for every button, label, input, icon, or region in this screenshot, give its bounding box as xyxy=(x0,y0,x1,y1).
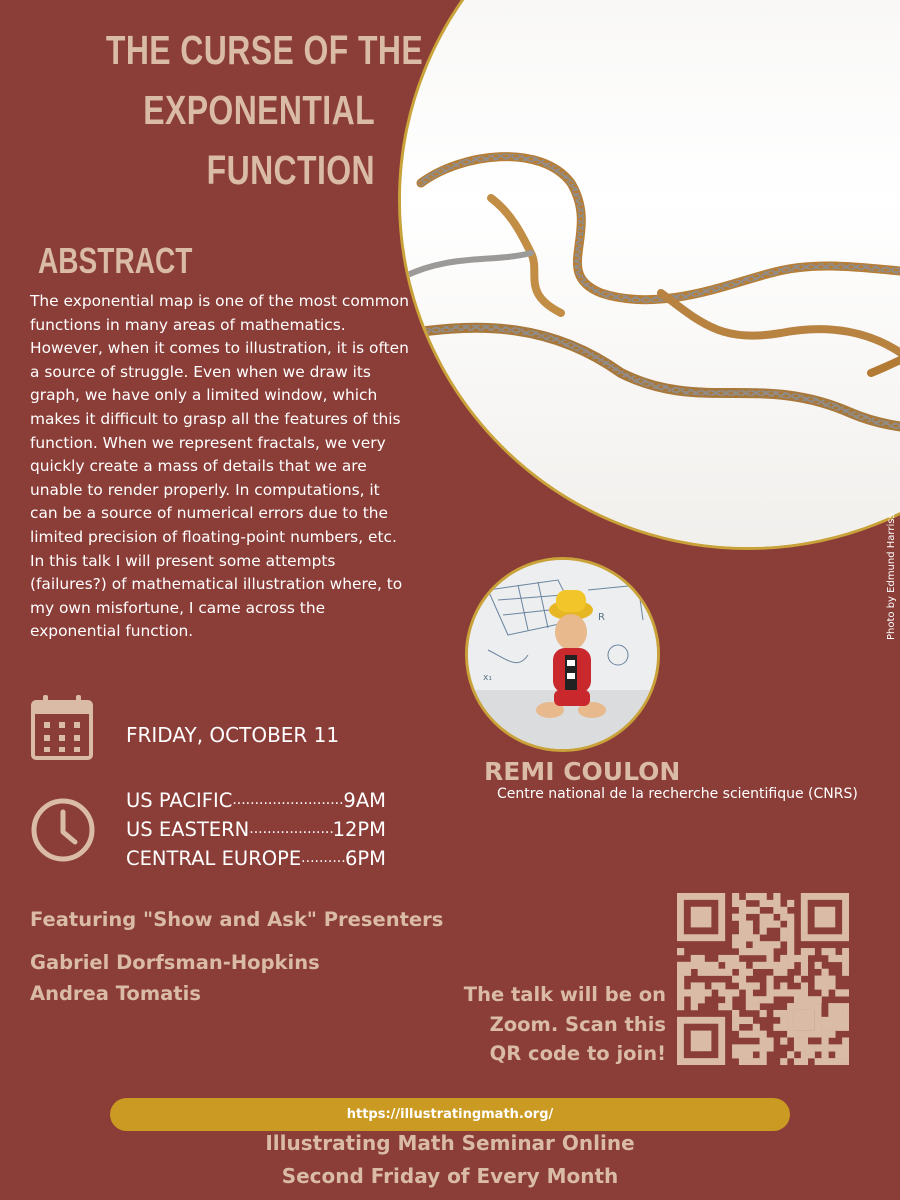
dot-leader xyxy=(249,815,332,844)
title-line-1: THE CURSE OF THE xyxy=(105,27,424,73)
chain-photo xyxy=(398,0,900,550)
zoom-line: The talk will be on xyxy=(463,983,666,1006)
presenter-name: Andrea Tomatis xyxy=(30,982,201,1005)
dot-leader xyxy=(301,844,345,873)
event-date: FRIDAY, OCTOBER 11 xyxy=(126,723,340,747)
time-value: 6PM xyxy=(345,847,386,870)
calendar-icon xyxy=(30,693,94,761)
abstract-body: The exponential map is one of the most common functions in many areas of mathematics. However, when it comes to illustration, it is often a source of struggle. Even when we draw its graph, we have only a limited window, which makes it difficult to grasp all the features of this function. When we represent fractals, we very quickly create a mass of details that we are unable to render properly. In computations, it can be a source of numerical errors due to the limited precision of floating-point numbers, etc. In this talk I will present some attempts (failures?) of mathematical illustration where, to my own misfortune, I came across the exponential function. xyxy=(30,292,409,641)
time-row xyxy=(126,844,386,873)
time-region: US EASTERN xyxy=(126,818,250,841)
title-line-3: FUNCTION xyxy=(206,147,375,193)
svg-text:R: R xyxy=(598,612,605,623)
time-value: 12PM xyxy=(332,818,386,841)
footer-seminar: Illustrating Math Seminar Online xyxy=(265,1131,635,1155)
qr-code[interactable] xyxy=(677,893,849,1065)
clock-icon xyxy=(30,797,96,863)
zoom-line: QR code to join! xyxy=(489,1042,666,1065)
svg-text:x₁: x₁ xyxy=(483,673,492,683)
zoom-line: Zoom. Scan this xyxy=(489,1012,666,1036)
speaker-affiliation: Centre national de la recherche scientifique (CNRS) xyxy=(497,786,858,802)
footer-schedule: Second Friday of Every Month xyxy=(281,1164,619,1188)
poster-title xyxy=(105,20,424,200)
zoom-instructions xyxy=(440,980,666,1069)
speaker-photo xyxy=(465,557,660,752)
time-row xyxy=(126,786,386,815)
time-row xyxy=(126,815,386,844)
presenters-heading: Featuring "Show and Ask" Presenters xyxy=(30,908,444,931)
website-url[interactable]: https://illustratingmath.org/ xyxy=(110,1098,790,1131)
event-times xyxy=(126,786,386,873)
time-region: US PACIFIC xyxy=(126,789,233,812)
presenter-name: Gabriel Dorfsman-Hopkins xyxy=(30,951,320,974)
dot-leader xyxy=(232,786,343,815)
time-value: 9AM xyxy=(343,789,386,812)
title-line-2: EXPONENTIAL xyxy=(143,87,375,133)
abstract-heading: ABSTRACT xyxy=(38,240,193,281)
photo-credit: Photo by Edmund Harriss xyxy=(886,513,897,640)
speaker-name: REMI COULON xyxy=(484,757,681,786)
time-region: CENTRAL EUROPE xyxy=(126,847,302,870)
